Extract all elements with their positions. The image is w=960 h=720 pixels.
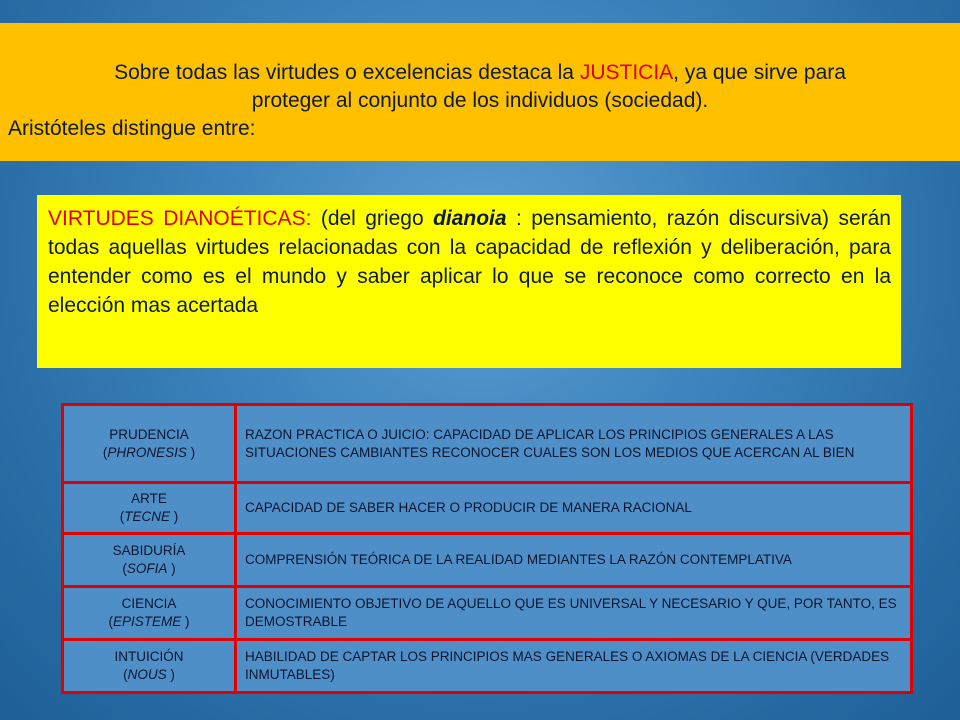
virtue-latin: TECNE xyxy=(124,509,170,524)
virtue-name-cell: CIENCIA (EPISTEME ) xyxy=(63,587,236,640)
virtue-latin: PHRONESIS xyxy=(107,444,187,460)
virtue-description: COMPRENSIÓN TEÓRICA DE LA REALIDAD MEDIANTES LA RAZÓN CONTEMPLATIVA xyxy=(236,534,912,587)
banner-line-3: Aristóteles distingue entre: xyxy=(8,117,256,140)
table-row xyxy=(63,587,912,640)
virtue-description: HABILIDAD DE CAPTAR LOS PRINCIPIOS MAS GENERALES O AXIOMAS DE LA CIENCIA (VERDADES INMUTABLES) xyxy=(236,640,912,693)
banner-line-2: proteger al conjunto de los individuos (sociedad). xyxy=(251,89,709,112)
banner-line-1 xyxy=(8,59,952,87)
virtue-name-cell: ARTE (TECNE ) xyxy=(63,483,236,534)
virtue-latin: SOFIA xyxy=(126,561,168,576)
justicia-highlight: JUSTICIA xyxy=(579,61,674,84)
virtue-name: PRUDENCIA xyxy=(109,426,189,442)
virtue-name-cell: INTUICIÓN (NOUS ) xyxy=(63,640,236,693)
banner-text: , ya que sirve para xyxy=(673,61,846,84)
definition-text: : pensamiento, razón discursiva) serán todas aquellas virtudes relacionadas con la capacidad de reflexión y deliberación, para entender como es el mundo y saber aplicar lo que se reconoce como correcto en la elección mas acertada xyxy=(48,207,891,317)
virtue-description: CAPACIDAD DE SABER HACER O PRODUCIR DE MANERA RACIONAL xyxy=(236,483,912,534)
virtue-name: SABIDURÍA xyxy=(112,543,186,558)
virtue-name: CIENCIA xyxy=(121,596,177,611)
table-row xyxy=(63,640,912,693)
table-row xyxy=(63,483,912,534)
virtue-name: INTUICIÓN xyxy=(114,649,184,664)
table-row xyxy=(63,534,912,587)
definition-term: dianoia xyxy=(433,207,507,230)
virtue-latin: NOUS xyxy=(127,667,167,682)
virtue-name: ARTE xyxy=(131,491,167,506)
virtues-table xyxy=(61,403,913,694)
dianoetic-definition-box xyxy=(37,195,901,368)
intro-banner xyxy=(0,23,960,161)
table-row xyxy=(63,405,912,483)
virtue-name-cell: SABIDURÍA (SOFIA ) xyxy=(63,534,236,587)
virtue-description: RAZON PRACTICA O JUICIO: CAPACIDAD DE APLICAR LOS PRINCIPIOS GENERALES A LAS SITUACIONES CAMBIANTES RECONOCER CUALES SON LOS MEDIOS QUE ACERCAN AL BIEN xyxy=(236,405,912,483)
virtue-latin: EPISTEME xyxy=(112,614,182,629)
definition-heading: VIRTUDES DIANOÉTICAS: xyxy=(48,207,312,230)
banner-text: Sobre todas las virtudes o excelencias destaca la xyxy=(114,61,580,84)
virtue-description: CONOCIMIENTO OBJETIVO DE AQUELLO QUE ES UNIVERSAL Y NECESARIO Y QUE, POR TANTO, ES DEMOSTRABLE xyxy=(236,587,912,640)
definition-text: (del griego xyxy=(311,207,434,230)
virtue-name-cell: PRUDENCIA (PHRONESIS ) xyxy=(63,405,236,483)
